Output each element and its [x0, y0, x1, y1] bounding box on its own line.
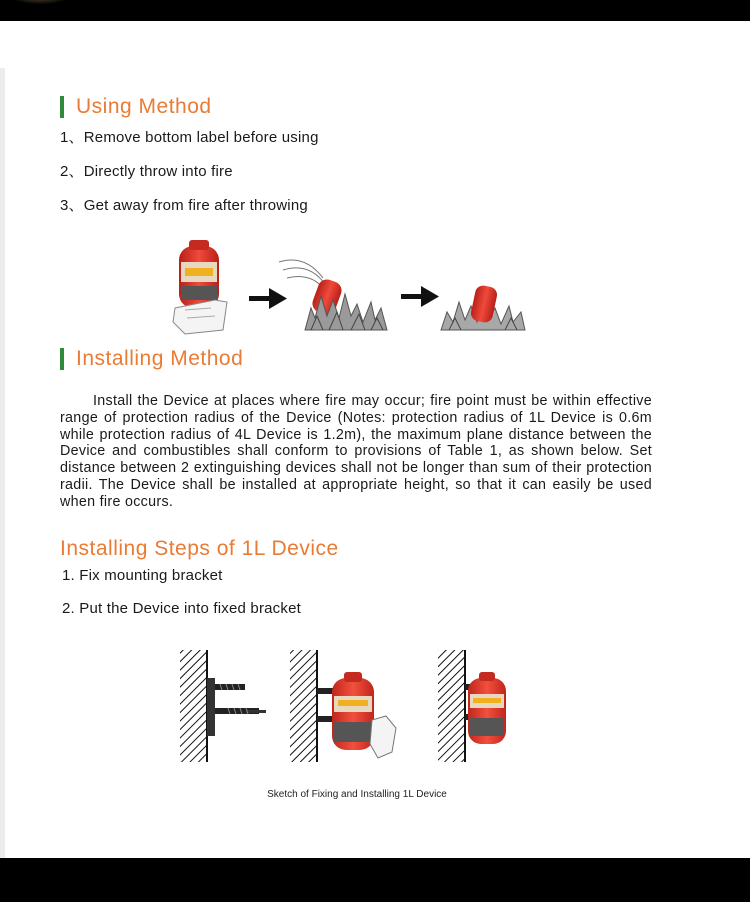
- arrow-right-icon: [401, 286, 439, 307]
- hand-holding-device: [173, 240, 227, 334]
- left-margin-rule: [0, 68, 5, 858]
- installing-steps-heading: Installing Steps of 1L Device: [60, 537, 339, 560]
- fire-extinguishing-illustration: [441, 284, 525, 330]
- wall-bracket-step-1: [180, 650, 266, 762]
- arrow-right-icon: [249, 288, 287, 309]
- top-black-bar: [0, 0, 750, 21]
- using-method-heading: Using Method: [60, 95, 212, 119]
- bottom-black-bar: [0, 858, 750, 902]
- installing-illustration: [176, 648, 516, 766]
- using-step-2: 2、Directly throw into fire: [60, 163, 233, 180]
- installing-method-paragraph: Install the Device at places where fire may occur; fire point must be within effective range of protection radius of the Device (Notes: protection radius of 1L Device is 0.6m while protection radius of 4L Device is 1.2m), the maximum plane distance between the Device and combustibles shall conform to provisions of Table 1, as shown below. Set distance between 2 extinguishing devices shall not be longer than sum of their protection radii. The Device shall be installed at appropriate height, so that it can easily be used when fire occurs.: [60, 393, 652, 510]
- using-step-3: 3、Get away from fire after throwing: [60, 197, 308, 214]
- wall-device-installed-step-3: [438, 650, 506, 762]
- wall-device-hand-step-2: [290, 650, 396, 762]
- installing-step-2: 2. Put the Device into fixed bracket: [62, 600, 301, 617]
- installing-step-1: 1. Fix mounting bracket: [62, 567, 223, 584]
- lamp-glow: [10, 0, 70, 4]
- using-method-illustration: [165, 238, 535, 343]
- using-step-1: 1、Remove bottom label before using: [60, 129, 319, 146]
- illustration-caption: Sketch of Fixing and Installing 1L Device: [267, 789, 447, 800]
- installing-method-heading: Installing Method: [60, 347, 243, 371]
